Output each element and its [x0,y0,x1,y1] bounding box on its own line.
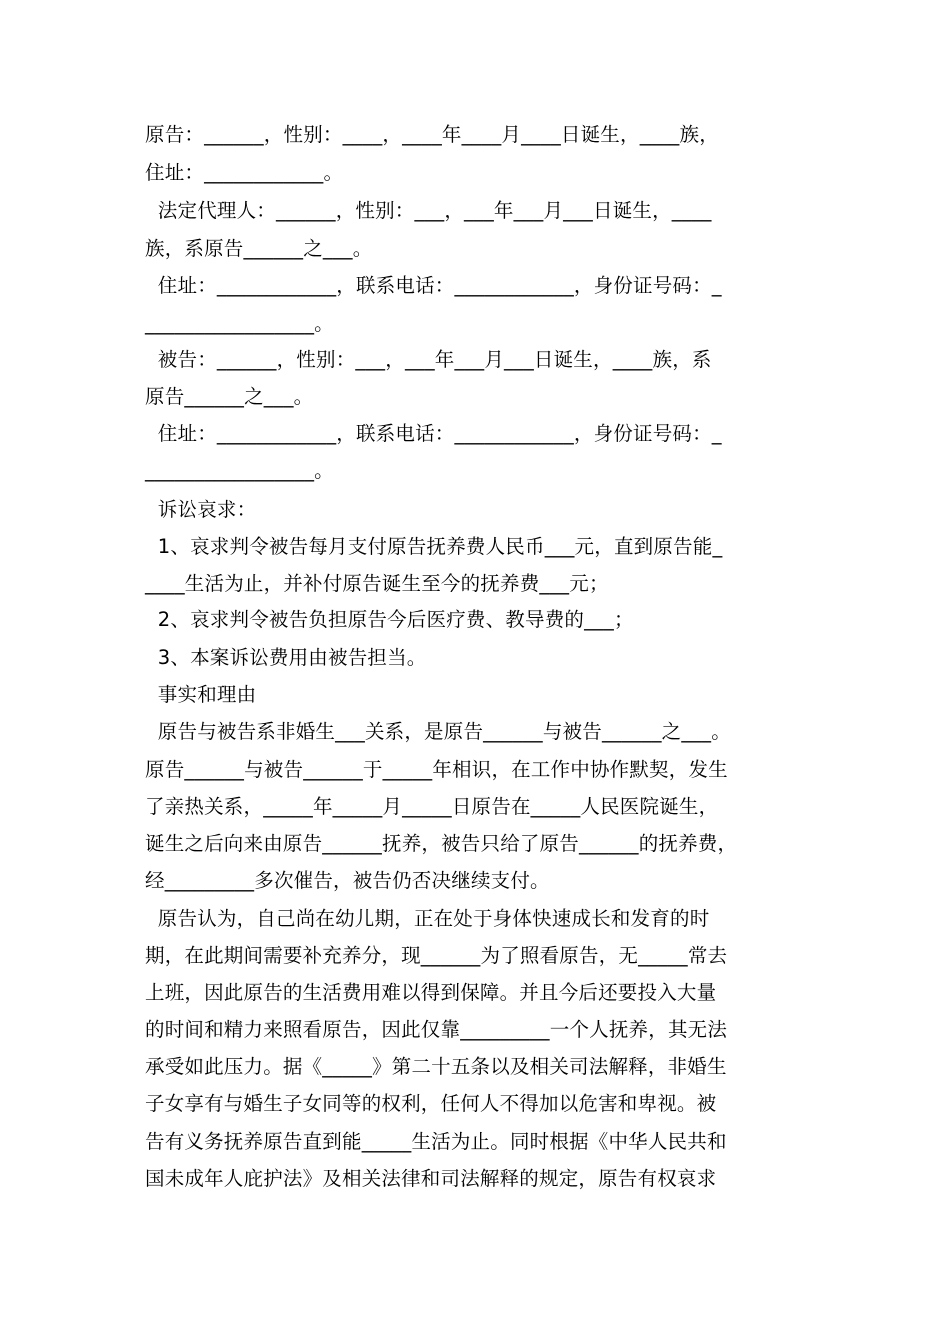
text-line-facts-1: 原告与被告系非婚生___关系，是原告______与被告______之___。 [145,720,731,743]
text-line-reason-5: 承受如此压力。据《_____》第二十五条以及相关司法解释，非婚生 [145,1055,727,1078]
text-line-defendant-address: 住址：____________，联系电话：____________，身份证号码：_ [145,422,722,445]
text-line-reason-6: 子女享有与婚生子女同等的权利，任何人不得加以危害和卑视。被 [145,1092,717,1115]
text-line-defendant-id-cont: _________________。 [145,459,334,482]
section-heading-facts: 事实和理由 [145,683,257,706]
text-line-reason-4: 的时间和精力来照看原告，因此仅靠_________一个人抚养，其无法 [145,1018,728,1041]
text-line-claim-2: 2、哀求判令被告负担原告今后医疗费、教导费的___； [145,608,634,631]
text-line-reason-3: 上班，因此原告的生活费用难以得到保障。并且今后还要投入大量 [145,981,717,1004]
text-line-agent-address: 住址：____________，联系电话：____________，身份证号码：_ [145,274,722,297]
text-line-facts-5: 经_________多次催告，被告仍否决继续支付。 [145,869,550,892]
text-line-reason-2: 期，在此期间需要补充养分，现______为了照看原告，无_____常去 [145,944,728,967]
text-line-defendant: 被告：______，性别：___，___年___月___日诞生，____族，系 [145,348,712,371]
text-line-claim-1-cont: ____生活为止，并补付原告诞生至今的抚养费___元； [145,572,609,595]
text-line-legal-agent-cont: 族，系原告______之___。 [145,237,373,260]
text-line-legal-agent: 法定代理人：______，性别：___，___年___月___日诞生，____ [145,199,712,222]
text-line-facts-2: 原告______与被告______于_____年相识，在工作中协作默契，发生 [145,758,728,781]
text-line-claim-3: 3、本案诉讼费用由被告担当。 [145,646,427,669]
text-line-reason-8: 国未成年人庇护法》及相关法律和司法解释的规定，原告有权哀求 [145,1167,717,1190]
text-line-defendant-cont: 原告______之___。 [145,385,314,408]
text-line-reason-1: 原告认为，自己尚在幼儿期，正在处于身体快速成长和发育的时 [145,907,710,930]
text-line-facts-3: 了亲热关系，_____年_____月_____日原告在_____人民医院诞生， [145,795,719,818]
text-line-reason-7: 告有义务抚养原告直到能_____生活为止。同时根据《中华人民共和 [145,1130,727,1153]
text-line-claim-1: 1、哀求判令被告每月支付原告抚养费人民币___元，直到原告能_ [145,535,723,558]
section-heading-claims: 诉讼哀求： [145,498,257,521]
text-line-plaintiff-address: 住址：____________。 [145,161,344,184]
text-line-facts-4: 诞生之后向来由原告______抚养，被告只给了原告______的抚养费， [145,832,738,855]
text-line-agent-id-cont: _________________。 [145,312,334,335]
text-line-plaintiff: 原告：______，性别：____，____年____月____日诞生，____族， [145,123,719,146]
